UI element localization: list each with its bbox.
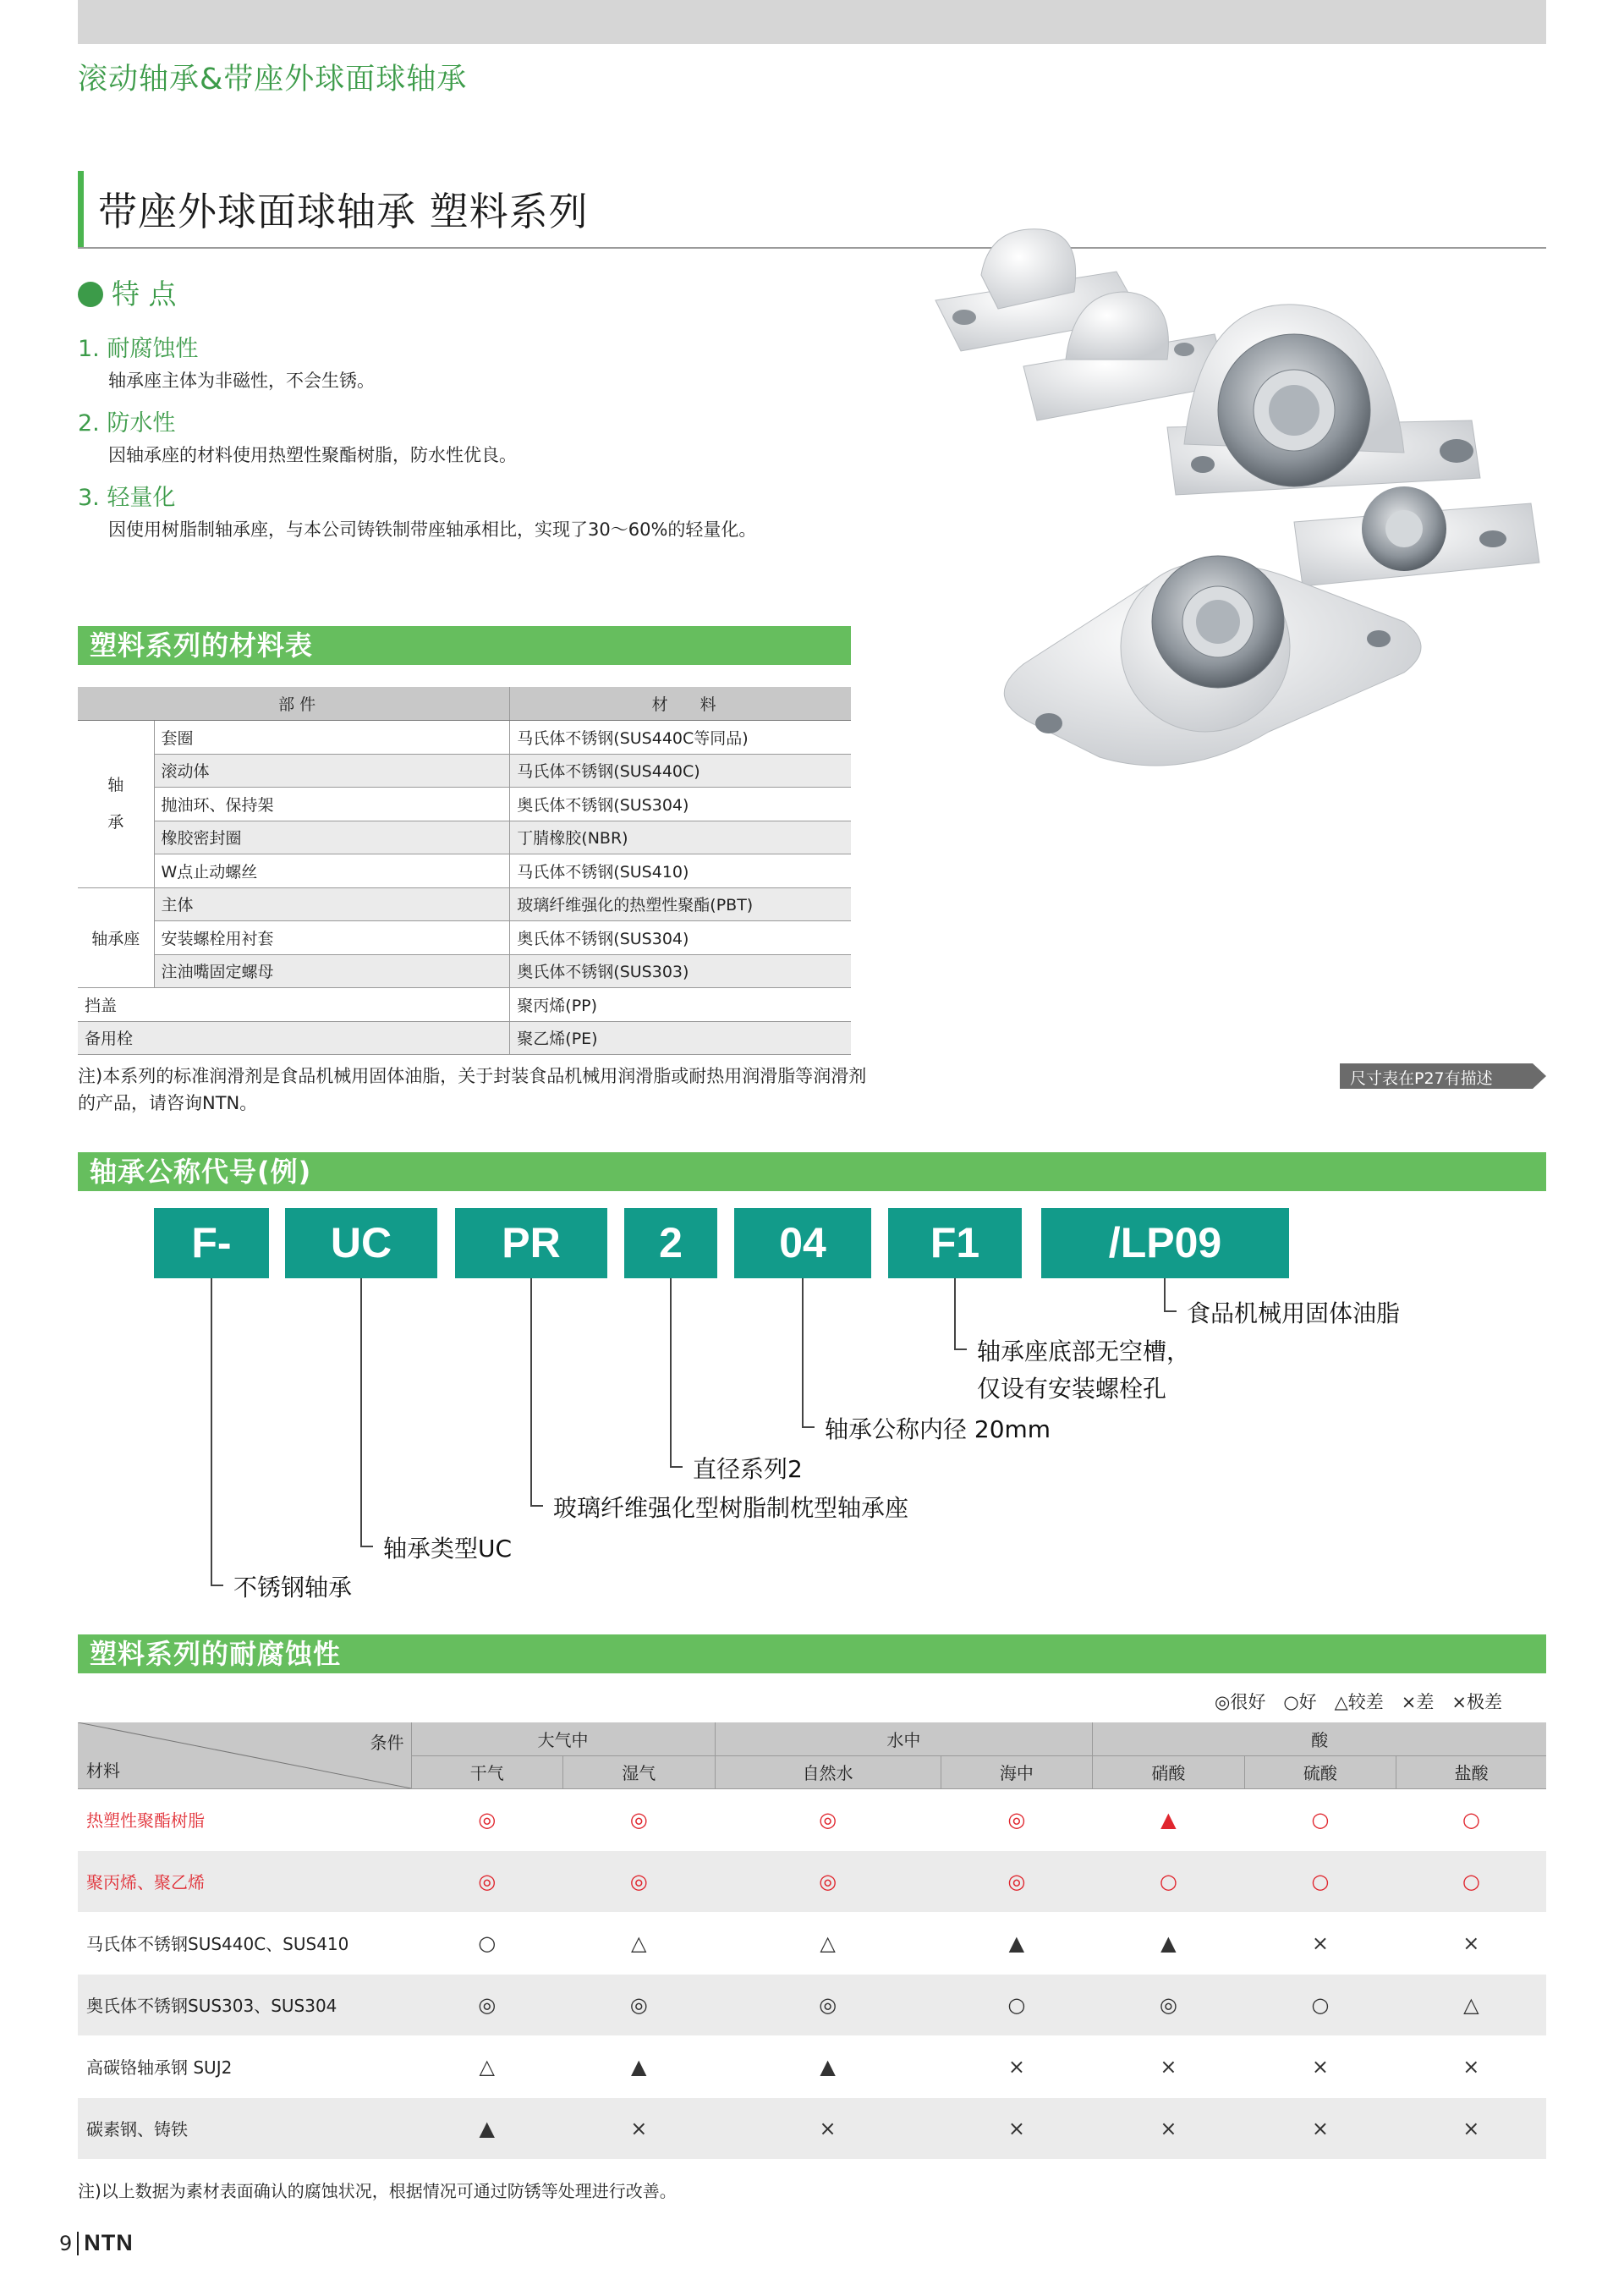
rating-symbol: ○ xyxy=(1462,1807,1480,1832)
corrosion-cell xyxy=(563,2035,716,2097)
corrosion-material: 高碳铬轴承钢 SUJ2 xyxy=(78,2035,411,2097)
condition-humid-air: 湿气 xyxy=(563,1755,716,1788)
rating-symbol: ◎ xyxy=(1159,1992,1177,2017)
rating-symbol: △ xyxy=(1463,1992,1479,2017)
corrosion-cell xyxy=(1093,1850,1245,1912)
corrosion-cell xyxy=(563,1912,716,1974)
material-part: W点止动螺丝 xyxy=(154,854,510,888)
code-housing: PR xyxy=(455,1208,607,1278)
rating-symbol: ○ xyxy=(1311,1992,1330,2017)
label-f1-line2: 仅设有安装螺栓孔 xyxy=(977,1375,1167,1403)
corrosion-cell xyxy=(411,1788,563,1850)
rating-symbol: ◎ xyxy=(819,1869,837,1893)
material-part: 注油嘴固定螺母 xyxy=(154,954,510,988)
group-atmosphere: 大气中 xyxy=(411,1722,715,1755)
page-number: 9 xyxy=(59,2232,79,2255)
label-stainless: 不锈钢轴承 xyxy=(233,1574,353,1601)
label-housing: 玻璃纤维强化型树脂制枕型轴承座 xyxy=(553,1494,909,1522)
material-value: 马氏体不锈钢(SUS440C等同品) xyxy=(510,721,851,755)
group-water: 水中 xyxy=(715,1722,1093,1755)
group-bearing: 轴 承 xyxy=(78,721,154,888)
corrosion-cell xyxy=(941,1912,1093,1974)
rating-symbol: ◎ xyxy=(819,1992,837,2017)
material-value: 奥氏体不锈钢(SUS304) xyxy=(510,788,851,821)
material-part: 滚动体 xyxy=(154,754,510,788)
corrosion-cell xyxy=(411,1974,563,2035)
rating-symbol: × xyxy=(630,2116,648,2140)
rating-symbol: ▲ xyxy=(1160,1807,1177,1832)
material-value: 马氏体不锈钢(SUS410) xyxy=(510,854,851,888)
rating-symbol: ◎ xyxy=(1007,1869,1026,1893)
condition-sulfuric-acid: 硫酸 xyxy=(1244,1755,1396,1788)
rating-symbol: × xyxy=(1160,2116,1177,2140)
diagonal-line xyxy=(78,1722,411,1788)
corrosion-cell xyxy=(411,1912,563,1974)
rating-symbol: ○ xyxy=(1311,1807,1330,1832)
rating-symbol: △ xyxy=(820,1931,836,1955)
material-value: 奥氏体不锈钢(SUS304) xyxy=(510,921,851,955)
material-part: 备用栓 xyxy=(78,1021,510,1055)
corrosion-legend: ◎很好 ○好 △较差 ×差 ×极差 xyxy=(1215,1692,1502,1712)
material-value: 聚乙烯(PE) xyxy=(510,1021,851,1055)
rating-symbol: ▲ xyxy=(820,2054,836,2079)
corrosion-cell xyxy=(941,1974,1093,2035)
corrosion-material: 奥氏体不锈钢SUS303、SUS304 xyxy=(78,1974,411,2035)
material-part: 抛油环、保持架 xyxy=(154,788,510,821)
materials-col-part: 部 件 xyxy=(78,687,510,721)
rating-symbol: ○ xyxy=(1007,1992,1026,2017)
corrosion-cell xyxy=(1093,1912,1245,1974)
corrosion-cell xyxy=(1244,1850,1396,1912)
corrosion-cell xyxy=(563,1850,716,1912)
corrosion-cell xyxy=(715,1850,941,1912)
rating-symbol: × xyxy=(1007,2054,1025,2079)
rating-symbol: ▲ xyxy=(631,2054,647,2079)
corrosion-cell xyxy=(1093,1788,1245,1850)
corrosion-cell xyxy=(1396,1788,1546,1850)
corrosion-cell xyxy=(1093,2035,1245,2097)
rating-symbol: ◎ xyxy=(629,1869,648,1893)
corner-header xyxy=(78,1722,411,1788)
brand-logo: NTN xyxy=(84,2230,134,2255)
code-prefix: F- xyxy=(154,1208,269,1278)
corrosion-row xyxy=(78,2097,1546,2159)
rating-symbol: × xyxy=(819,2116,837,2140)
rating-symbol: × xyxy=(1462,2054,1480,2079)
material-value: 玻璃纤维强化的热塑性聚酯(PBT) xyxy=(510,887,851,921)
corrosion-material: 碳素钢、铸铁 xyxy=(78,2097,411,2159)
corrosion-heading: 塑料系列的耐腐蚀性 xyxy=(78,1634,1546,1673)
rating-symbol: ◎ xyxy=(629,1807,648,1832)
rating-symbol: ◎ xyxy=(478,1992,497,2017)
feature-label-3: 3. 轻量化 xyxy=(78,485,176,511)
materials-note: 注)本系列的标准润滑剂是食品机械用固体油脂，关于封装食品机械用润滑脂或耐热用润滑脂等润滑剂的产品，请咨询NTN。 xyxy=(78,1066,867,1113)
corrosion-cell xyxy=(1244,1912,1396,1974)
corrosion-material: 聚丙烯、聚乙烯 xyxy=(78,1850,411,1912)
rating-symbol: × xyxy=(1311,1931,1329,1955)
corrosion-cell xyxy=(1244,2035,1396,2097)
corrosion-cell xyxy=(1093,2097,1245,2159)
corrosion-cell xyxy=(715,1788,941,1850)
material-part: 套圈 xyxy=(154,721,510,755)
code-grease: /LP09 xyxy=(1041,1208,1289,1278)
corrosion-cell xyxy=(1244,1788,1396,1850)
condition-natural-water: 自然水 xyxy=(715,1755,941,1788)
corrosion-material: 热塑性聚酯树脂 xyxy=(78,1788,411,1850)
feature-desc-3: 因使用树脂制轴承座，与本公司铸铁制带座轴承相比，实现了30～60%的轻量化。 xyxy=(108,519,757,540)
corrosion-cell xyxy=(411,2035,563,2097)
condition-nitric-acid: 硝酸 xyxy=(1093,1755,1245,1788)
rating-symbol: × xyxy=(1160,2054,1177,2079)
rating-symbol: × xyxy=(1311,2116,1329,2140)
corrosion-cell xyxy=(941,2035,1093,2097)
rating-symbol: ○ xyxy=(1159,1869,1177,1893)
rating-symbol: ◎ xyxy=(478,1807,497,1832)
material-value: 马氏体不锈钢(SUS440C) xyxy=(510,754,851,788)
feature-label-2: 2. 防水性 xyxy=(78,410,176,437)
corrosion-row xyxy=(78,1788,1546,1850)
material-value: 丁腈橡胶(NBR) xyxy=(510,821,851,854)
corrosion-cell xyxy=(941,2097,1093,2159)
corrosion-cell xyxy=(563,1974,716,2035)
rating-symbol: ◎ xyxy=(478,1869,497,1893)
corrosion-cell xyxy=(941,1850,1093,1912)
group-housing: 轴承座 xyxy=(78,887,154,988)
rating-symbol: × xyxy=(1311,2054,1329,2079)
rating-symbol: × xyxy=(1007,2116,1025,2140)
condition-hydrochloric-acid: 盐酸 xyxy=(1396,1755,1546,1788)
corrosion-cell xyxy=(1396,1912,1546,1974)
materials-heading: 塑料系列的材料表 xyxy=(78,626,851,665)
corrosion-row xyxy=(78,1912,1546,1974)
corrosion-cell xyxy=(563,2097,716,2159)
material-part: 主体 xyxy=(154,887,510,921)
condition-label: 条件 xyxy=(370,1733,404,1753)
rating-symbol: × xyxy=(1462,1931,1480,1955)
material-part: 挡盖 xyxy=(78,988,510,1022)
corrosion-cell xyxy=(563,1788,716,1850)
corrosion-rows xyxy=(78,1788,1546,2159)
corrosion-cell xyxy=(1244,2097,1396,2159)
label-type-uc: 轴承类型UC xyxy=(383,1535,513,1563)
corrosion-cell xyxy=(1396,2097,1546,2159)
corrosion-cell xyxy=(715,2097,941,2159)
materials-col-material: 材 料 xyxy=(510,687,851,721)
corrosion-cell xyxy=(411,1850,563,1912)
rating-symbol: ○ xyxy=(1462,1869,1480,1893)
material-part: 橡胶密封圈 xyxy=(154,821,510,854)
material-label: 材料 xyxy=(86,1760,120,1781)
corrosion-cell xyxy=(715,2035,941,2097)
corrosion-cell xyxy=(1396,1850,1546,1912)
feature-desc-1: 轴承座主体为非磁性，不会生锈。 xyxy=(108,371,375,391)
corrosion-cell xyxy=(1093,1974,1245,2035)
rating-symbol: ▲ xyxy=(1160,1931,1177,1955)
corrosion-cell xyxy=(1396,2035,1546,2097)
rating-symbol: ▲ xyxy=(1008,1931,1025,1955)
rating-symbol: ○ xyxy=(1311,1869,1330,1893)
code-type: UC xyxy=(285,1208,437,1278)
corrosion-cell xyxy=(1396,1974,1546,2035)
code-f1: F1 xyxy=(888,1208,1022,1278)
page-title: 带座外球面球轴承 塑料系列 xyxy=(98,189,589,234)
material-value: 奥氏体不锈钢(SUS303) xyxy=(510,954,851,988)
condition-dry-air: 干气 xyxy=(411,1755,563,1788)
corrosion-table xyxy=(78,1722,1546,2160)
features-heading-text: 特 点 xyxy=(112,277,177,310)
corrosion-note: 注)以上数据为素材表面确认的腐蚀状况，根据情况可通过防锈等处理进行改善。 xyxy=(78,2181,677,2201)
rating-symbol: △ xyxy=(479,2054,495,2079)
corrosion-material: 马氏体不锈钢SUS440C、SUS410 xyxy=(78,1912,411,1974)
rating-symbol: ◎ xyxy=(1007,1807,1026,1832)
rating-symbol: × xyxy=(1462,2116,1480,2140)
page-footer xyxy=(59,2230,134,2256)
designation-heading: 轴承公称代号(例) xyxy=(78,1152,1546,1191)
feature-desc-2: 因轴承座的材料使用热塑性聚酯树脂，防水性优良。 xyxy=(108,445,517,465)
size-reference-text: 尺寸表在P27有描述 xyxy=(1350,1069,1493,1088)
corrosion-row xyxy=(78,1850,1546,1912)
corrosion-cell xyxy=(715,1974,941,2035)
code-bore: 04 xyxy=(734,1208,871,1278)
rating-symbol: ○ xyxy=(478,1931,497,1955)
corrosion-cell xyxy=(1244,1974,1396,2035)
condition-seawater: 海中 xyxy=(941,1755,1093,1788)
corrosion-cell xyxy=(941,1788,1093,1850)
corrosion-cell xyxy=(715,1912,941,1974)
feature-label-1: 1. 耐腐蚀性 xyxy=(78,336,199,362)
rating-symbol: ◎ xyxy=(819,1807,837,1832)
label-bore: 轴承公称内径 20mm xyxy=(825,1415,1051,1443)
rating-symbol: ◎ xyxy=(629,1992,648,2017)
label-f1-line1: 轴承座底部无空槽， xyxy=(977,1338,1191,1365)
material-value: 聚丙烯(PP) xyxy=(510,988,851,1022)
category-title: 滚动轴承&带座外球面球轴承 xyxy=(78,63,468,96)
group-acid: 酸 xyxy=(1093,1722,1546,1755)
rating-symbol: △ xyxy=(631,1931,647,1955)
corrosion-row xyxy=(78,1974,1546,2035)
corrosion-cell xyxy=(411,2097,563,2159)
label-diameter-series: 直径系列2 xyxy=(693,1455,803,1483)
label-grease: 食品机械用固体油脂 xyxy=(1187,1299,1401,1327)
rating-symbol: ▲ xyxy=(479,2116,495,2140)
material-part: 安装螺栓用衬套 xyxy=(154,921,510,955)
corrosion-row xyxy=(78,2035,1546,2097)
code-diameter-series: 2 xyxy=(624,1208,717,1278)
